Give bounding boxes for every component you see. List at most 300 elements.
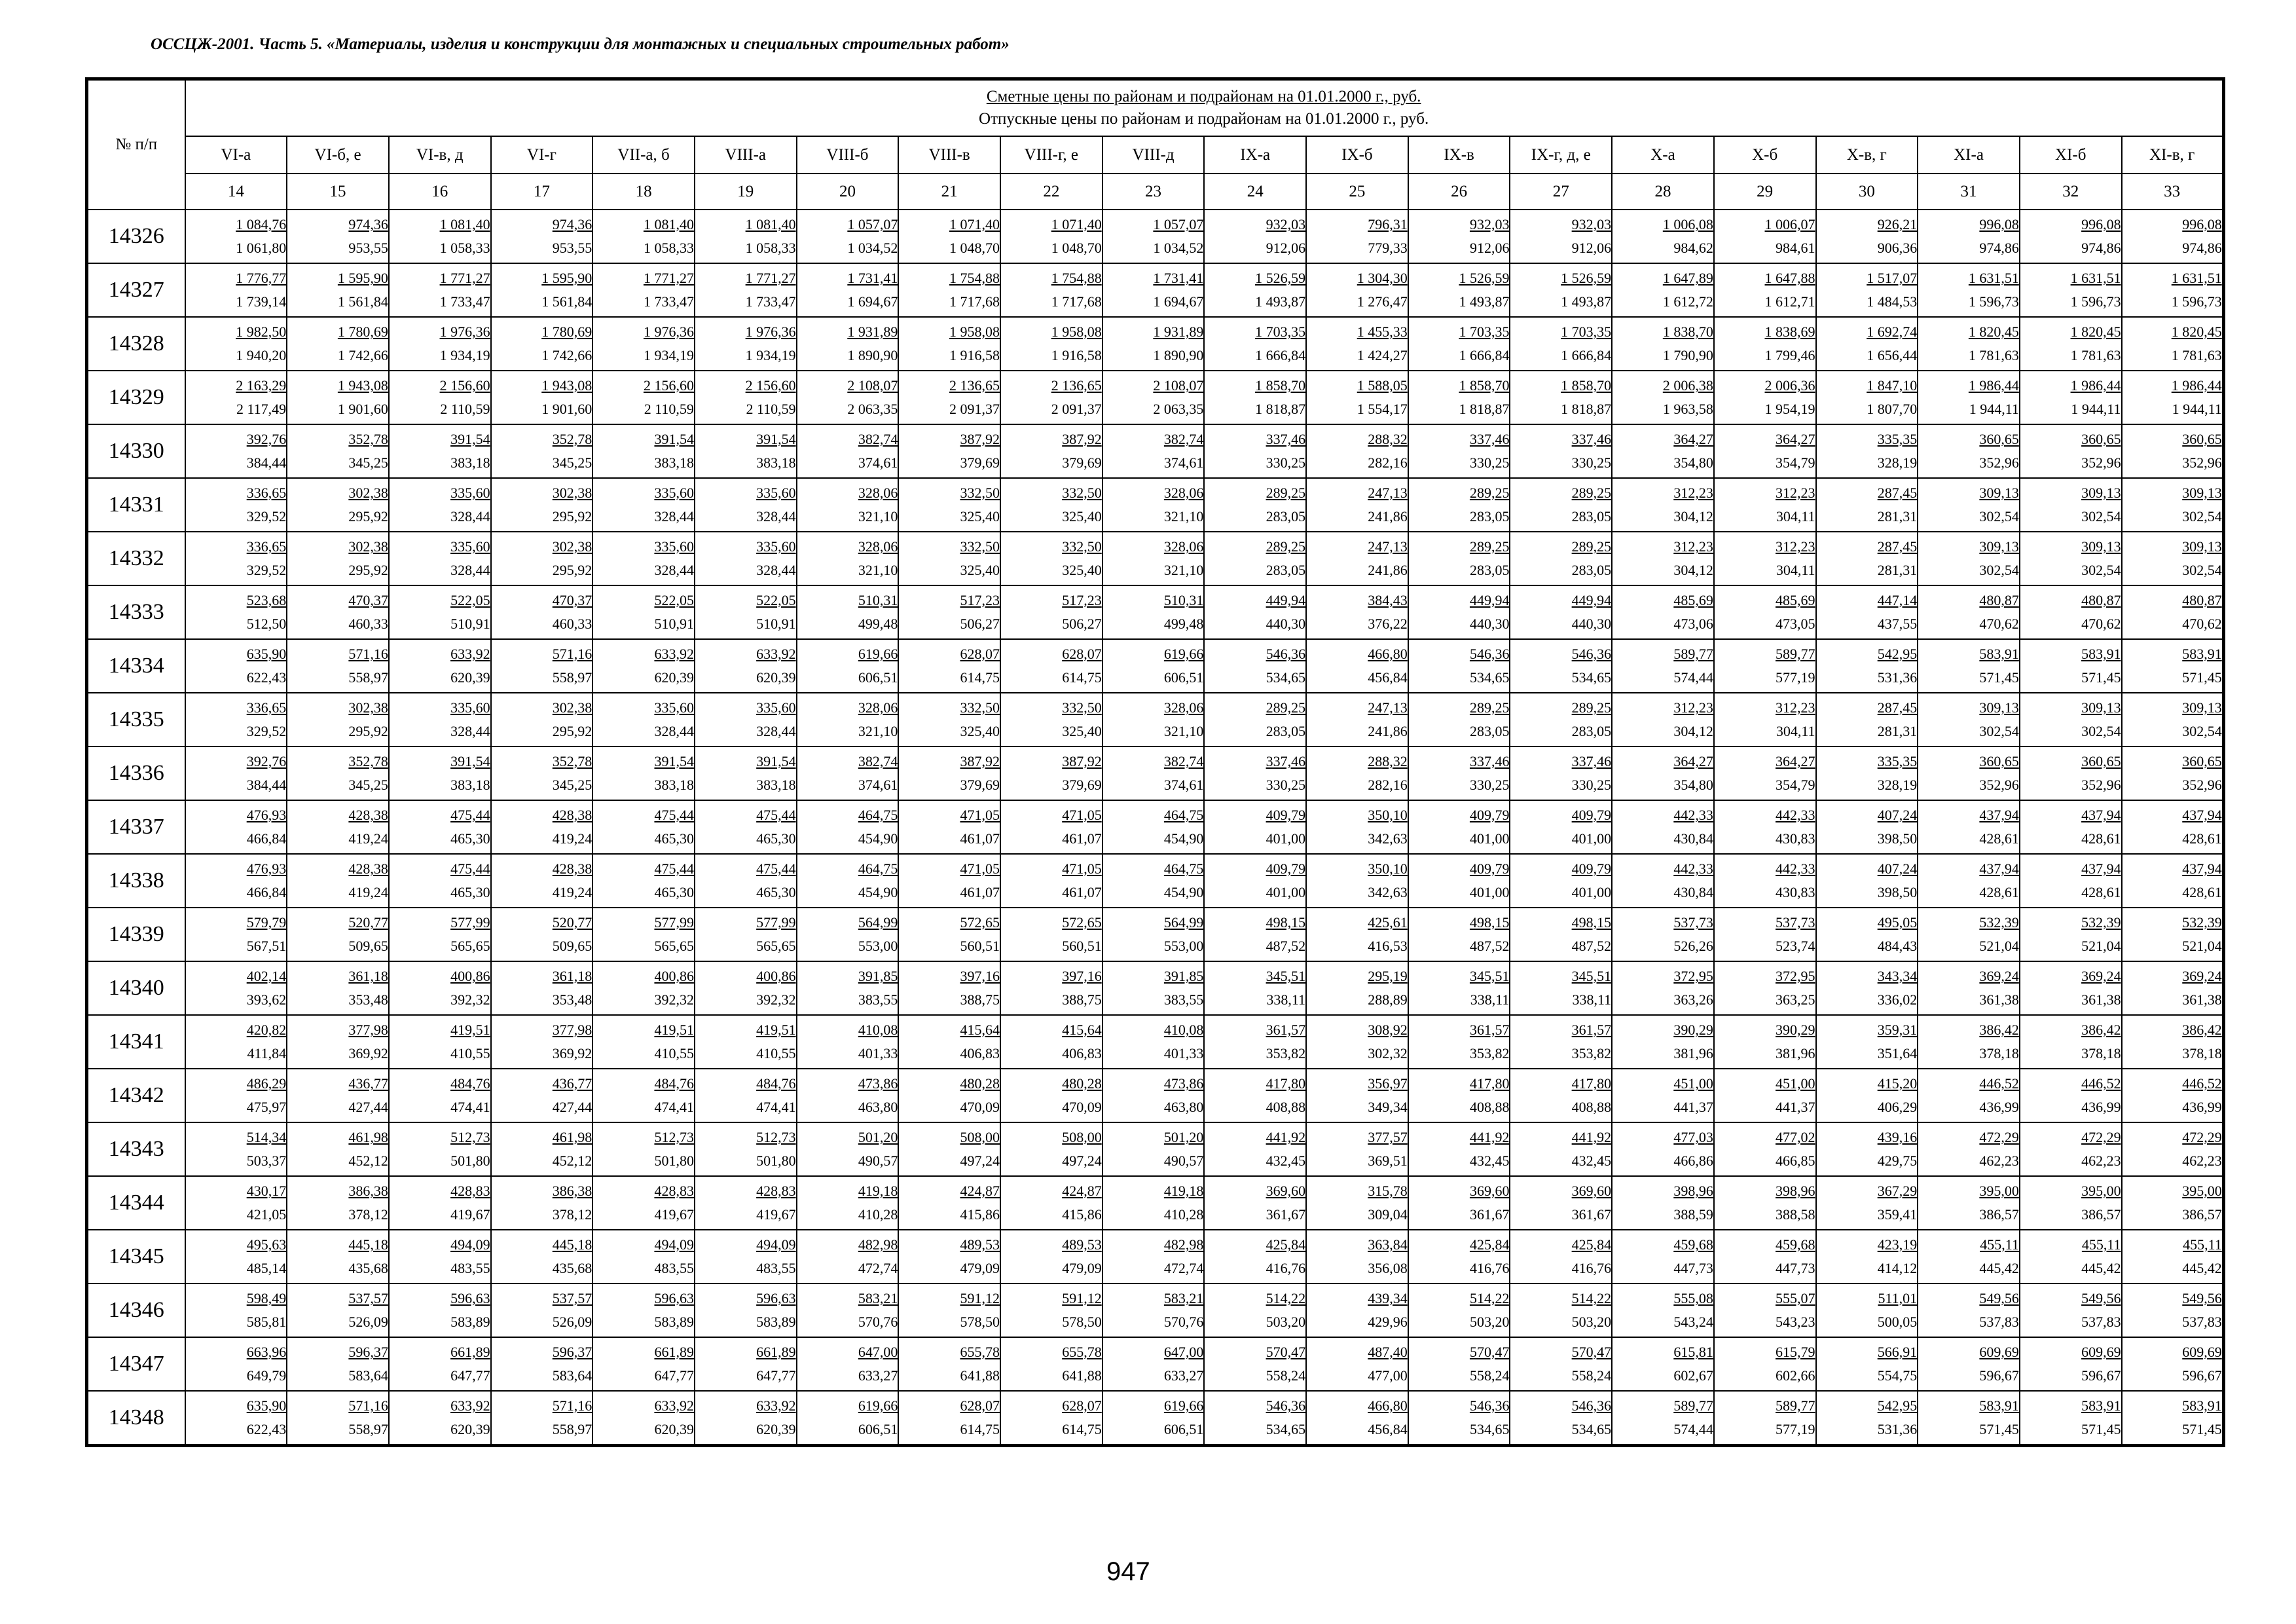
release-price: 1 934,19 bbox=[643, 347, 694, 363]
price-cell bbox=[1918, 317, 2020, 371]
estimate-price: 532,39 bbox=[2081, 914, 2121, 931]
price-cell bbox=[287, 263, 389, 317]
price-cell bbox=[797, 532, 899, 585]
release-price: 456,84 bbox=[1368, 1421, 1408, 1437]
release-price: 1 944,11 bbox=[2172, 401, 2222, 417]
estimate-price: 442,33 bbox=[1673, 860, 1713, 877]
release-price: 499,48 bbox=[858, 616, 898, 632]
release-price: 537,83 bbox=[2081, 1314, 2121, 1330]
price-cell bbox=[1816, 908, 1918, 961]
estimate-price: 596,63 bbox=[450, 1290, 490, 1306]
estimate-price: 332,50 bbox=[960, 699, 1000, 716]
release-price: 330,25 bbox=[1266, 454, 1306, 471]
price-cell bbox=[797, 1015, 899, 1069]
column-number: 20 bbox=[797, 174, 899, 210]
estimate-price: 1 931,89 bbox=[1153, 323, 1204, 340]
release-price: 483,55 bbox=[450, 1260, 490, 1276]
estimate-price: 571,16 bbox=[348, 646, 388, 662]
price-cell bbox=[797, 371, 899, 424]
price-cell bbox=[287, 961, 389, 1015]
estimate-price: 1 631,51 bbox=[2070, 270, 2121, 286]
release-price: 410,55 bbox=[450, 1045, 490, 1061]
price-cell bbox=[491, 371, 593, 424]
estimate-price: 360,65 bbox=[2182, 753, 2222, 769]
release-price: 428,61 bbox=[1979, 884, 2019, 900]
price-cell bbox=[1714, 424, 1816, 478]
release-price: 554,75 bbox=[1877, 1367, 1918, 1384]
price-cell bbox=[1612, 1122, 1714, 1176]
price-cell bbox=[695, 210, 797, 263]
item-code: 14335 bbox=[87, 693, 185, 747]
release-price: 386,57 bbox=[2081, 1206, 2121, 1223]
region-header: XI-а bbox=[1918, 136, 2020, 174]
estimate-price: 449,94 bbox=[1266, 592, 1306, 608]
price-cell bbox=[1306, 693, 1408, 747]
release-price: 1 561,84 bbox=[541, 293, 592, 310]
release-price: 2 110,59 bbox=[746, 401, 796, 417]
item-code: 14326 bbox=[87, 210, 185, 263]
price-cell bbox=[1204, 1283, 1306, 1337]
estimate-price: 386,42 bbox=[2182, 1022, 2222, 1038]
price-cell bbox=[287, 693, 389, 747]
release-price: 401,00 bbox=[1571, 830, 1612, 847]
release-price: 465,30 bbox=[654, 884, 694, 900]
price-cell bbox=[1918, 1069, 2020, 1122]
price-cell bbox=[898, 424, 1000, 478]
estimate-price: 1 057,07 bbox=[1153, 216, 1204, 232]
price-cell bbox=[1918, 800, 2020, 854]
price-cell bbox=[898, 585, 1000, 639]
release-price: 490,57 bbox=[1163, 1153, 1204, 1169]
estimate-price: 302,38 bbox=[348, 538, 388, 555]
release-price: 461,07 bbox=[960, 884, 1000, 900]
estimate-price: 372,95 bbox=[1673, 968, 1713, 984]
estimate-price: 1 526,59 bbox=[1561, 270, 1612, 286]
release-price: 361,67 bbox=[1571, 1206, 1612, 1223]
release-price: 614,75 bbox=[1062, 1421, 1102, 1437]
release-price: 1 901,60 bbox=[337, 401, 388, 417]
price-cell bbox=[1714, 1122, 1816, 1176]
estimate-price: 1 006,08 bbox=[1662, 216, 1713, 232]
estimate-price: 445,18 bbox=[552, 1236, 592, 1253]
release-price: 2 063,35 bbox=[1153, 401, 1204, 417]
release-price: 474,41 bbox=[756, 1099, 796, 1115]
release-price: 379,69 bbox=[960, 777, 1000, 793]
estimate-price: 419,51 bbox=[450, 1022, 490, 1038]
price-cell bbox=[2122, 639, 2224, 693]
price-cell bbox=[797, 424, 899, 478]
release-price: 353,48 bbox=[552, 991, 592, 1008]
price-cell bbox=[1510, 317, 1612, 371]
release-price: 329,52 bbox=[246, 723, 287, 739]
price-cell bbox=[491, 532, 593, 585]
price-cell bbox=[592, 1391, 695, 1446]
estimate-price: 501,20 bbox=[1163, 1129, 1204, 1145]
price-cell bbox=[491, 1122, 593, 1176]
release-price: 577,19 bbox=[1776, 669, 1815, 686]
estimate-price: 476,93 bbox=[246, 807, 287, 823]
price-cell bbox=[797, 1283, 899, 1337]
item-code: 14344 bbox=[87, 1176, 185, 1230]
release-price: 506,27 bbox=[1062, 616, 1102, 632]
price-cell bbox=[592, 1337, 695, 1391]
price-cell bbox=[1918, 908, 2020, 961]
release-price: 649,79 bbox=[246, 1367, 287, 1384]
release-price: 440,30 bbox=[1266, 616, 1306, 632]
release-price: 483,55 bbox=[756, 1260, 796, 1276]
estimate-price: 361,57 bbox=[1266, 1022, 1306, 1038]
release-price: 379,69 bbox=[960, 454, 1000, 471]
estimate-price: 332,50 bbox=[1062, 485, 1102, 501]
estimate-price: 1 976,36 bbox=[745, 323, 796, 340]
estimate-price: 392,76 bbox=[246, 753, 287, 769]
price-cell bbox=[1612, 1230, 1714, 1283]
estimate-price: 1 776,77 bbox=[236, 270, 287, 286]
table-row bbox=[87, 693, 2224, 747]
release-price: 414,12 bbox=[1877, 1260, 1918, 1276]
price-cell bbox=[1102, 1122, 1205, 1176]
estimate-price: 2 156,60 bbox=[745, 377, 796, 394]
price-cell bbox=[1306, 800, 1408, 854]
region-header: XI-б bbox=[2020, 136, 2122, 174]
estimate-price: 1 820,45 bbox=[2070, 323, 2121, 340]
price-cell bbox=[1816, 585, 1918, 639]
price-cell bbox=[1000, 1283, 1102, 1337]
release-price: 553,00 bbox=[858, 938, 898, 954]
price-cell bbox=[592, 317, 695, 371]
release-price: 574,44 bbox=[1673, 1421, 1713, 1437]
price-cell bbox=[1306, 747, 1408, 800]
release-price: 304,12 bbox=[1673, 723, 1713, 739]
price-cell bbox=[1204, 478, 1306, 532]
price-cell bbox=[389, 908, 491, 961]
release-price: 295,92 bbox=[348, 723, 388, 739]
estimate-price: 309,13 bbox=[2182, 699, 2222, 716]
price-cell bbox=[695, 424, 797, 478]
release-price: 351,64 bbox=[1877, 1045, 1918, 1061]
column-number: 23 bbox=[1102, 174, 1205, 210]
price-cell bbox=[185, 908, 287, 961]
release-price: 622,43 bbox=[246, 1421, 287, 1437]
price-cell bbox=[797, 1391, 899, 1446]
release-price: 543,24 bbox=[1673, 1314, 1713, 1330]
estimate-price: 364,27 bbox=[1673, 431, 1713, 447]
release-price: 302,32 bbox=[1368, 1045, 1408, 1061]
price-cell bbox=[287, 532, 389, 585]
release-price: 328,44 bbox=[756, 508, 796, 525]
price-cell bbox=[1306, 1283, 1408, 1337]
price-cell bbox=[491, 1015, 593, 1069]
estimate-price: 1 838,70 bbox=[1662, 323, 1713, 340]
price-cell bbox=[2020, 1391, 2122, 1446]
release-price: 428,61 bbox=[2182, 884, 2222, 900]
price-cell bbox=[2020, 1230, 2122, 1283]
estimate-price: 386,42 bbox=[2081, 1022, 2121, 1038]
price-cell bbox=[2020, 693, 2122, 747]
estimate-price: 309,13 bbox=[1979, 699, 2019, 716]
price-cell bbox=[797, 585, 899, 639]
price-cell bbox=[2122, 532, 2224, 585]
price-cell bbox=[2020, 532, 2122, 585]
estimate-price: 442,33 bbox=[1776, 860, 1815, 877]
price-cell bbox=[695, 961, 797, 1015]
release-price: 440,30 bbox=[1469, 616, 1510, 632]
release-price: 567,51 bbox=[246, 938, 287, 954]
price-cell bbox=[1918, 1176, 2020, 1230]
release-price: 435,68 bbox=[552, 1260, 592, 1276]
estimate-price: 288,32 bbox=[1368, 431, 1408, 447]
release-price: 353,82 bbox=[1266, 1045, 1306, 1061]
release-price: 325,40 bbox=[1062, 723, 1102, 739]
estimate-price: 609,69 bbox=[2182, 1344, 2222, 1360]
price-cell bbox=[1000, 747, 1102, 800]
estimate-price: 1 081,40 bbox=[643, 216, 694, 232]
estimate-price: 369,60 bbox=[1266, 1183, 1306, 1199]
release-price: 1 818,87 bbox=[1255, 401, 1306, 417]
estimate-price: 471,05 bbox=[960, 860, 1000, 877]
release-price: 487,52 bbox=[1469, 938, 1510, 954]
price-cell bbox=[1714, 532, 1816, 585]
release-price: 330,25 bbox=[1469, 777, 1510, 793]
price-cell bbox=[592, 800, 695, 854]
item-code: 14332 bbox=[87, 532, 185, 585]
price-cell bbox=[1918, 1122, 2020, 1176]
estimate-price: 464,75 bbox=[1163, 807, 1204, 823]
release-price: 352,96 bbox=[1979, 454, 2019, 471]
column-number: 32 bbox=[2020, 174, 2122, 210]
price-cell bbox=[2122, 210, 2224, 263]
price-cell bbox=[491, 961, 593, 1015]
price-cell bbox=[797, 1230, 899, 1283]
release-price: 432,45 bbox=[1469, 1153, 1510, 1169]
price-cell bbox=[592, 532, 695, 585]
release-price: 497,24 bbox=[1062, 1153, 1102, 1169]
estimate-price: 472,29 bbox=[2182, 1129, 2222, 1145]
price-cell bbox=[797, 1176, 899, 1230]
price-cell bbox=[2122, 961, 2224, 1015]
release-price: 329,52 bbox=[246, 562, 287, 578]
estimate-price: 335,60 bbox=[756, 538, 796, 555]
estimate-price: 1 703,35 bbox=[1561, 323, 1612, 340]
estimate-price: 459,68 bbox=[1673, 1236, 1713, 1253]
release-price: 470,09 bbox=[960, 1099, 1000, 1115]
release-price: 571,45 bbox=[2081, 1421, 2121, 1437]
estimate-price: 619,66 bbox=[858, 1397, 898, 1414]
price-cell bbox=[491, 263, 593, 317]
release-price: 302,54 bbox=[2182, 508, 2222, 525]
estimate-price: 312,23 bbox=[1673, 538, 1713, 555]
estimate-price: 494,09 bbox=[450, 1236, 490, 1253]
release-price: 1 733,47 bbox=[643, 293, 694, 310]
release-price: 1 554,17 bbox=[1357, 401, 1408, 417]
price-cell bbox=[1408, 371, 1510, 424]
estimate-price: 932,03 bbox=[1469, 216, 1510, 232]
release-price: 620,39 bbox=[654, 1421, 694, 1437]
release-price: 558,24 bbox=[1571, 1367, 1612, 1384]
release-price: 912,06 bbox=[1266, 240, 1306, 256]
price-cell bbox=[797, 747, 899, 800]
price-cell bbox=[389, 585, 491, 639]
estimate-price: 361,18 bbox=[552, 968, 592, 984]
estimate-price: 537,57 bbox=[348, 1290, 388, 1306]
price-cell bbox=[1714, 317, 1816, 371]
estimate-price: 475,44 bbox=[756, 860, 796, 877]
estimate-price: 289,25 bbox=[1469, 485, 1510, 501]
estimate-price: 1 647,89 bbox=[1662, 270, 1713, 286]
release-price: 1 484,53 bbox=[1867, 293, 1918, 310]
estimate-price: 308,92 bbox=[1368, 1022, 1408, 1038]
price-cell bbox=[1816, 1015, 1918, 1069]
price-cell bbox=[898, 532, 1000, 585]
estimate-price: 309,13 bbox=[2081, 699, 2121, 716]
estimate-price: 419,18 bbox=[858, 1183, 898, 1199]
estimate-price: 449,94 bbox=[1571, 592, 1612, 608]
release-price: 388,58 bbox=[1776, 1206, 1815, 1223]
price-cell bbox=[287, 317, 389, 371]
price-cell bbox=[1204, 854, 1306, 908]
price-cell bbox=[1714, 961, 1816, 1015]
price-cell bbox=[389, 747, 491, 800]
price-cell bbox=[1000, 1122, 1102, 1176]
release-price: 1 058,33 bbox=[439, 240, 490, 256]
estimate-price: 589,77 bbox=[1776, 646, 1815, 662]
release-price: 437,55 bbox=[1877, 616, 1918, 632]
price-cell bbox=[287, 1391, 389, 1446]
release-price: 463,80 bbox=[1163, 1099, 1204, 1115]
price-cell bbox=[185, 693, 287, 747]
estimate-price: 1 731,41 bbox=[1153, 270, 1204, 286]
estimate-price: 425,84 bbox=[1469, 1236, 1510, 1253]
price-cell bbox=[695, 1337, 797, 1391]
estimate-price: 417,80 bbox=[1571, 1075, 1612, 1092]
estimate-price: 337,46 bbox=[1266, 753, 1306, 769]
price-cell bbox=[1816, 747, 1918, 800]
estimate-price: 1 847,10 bbox=[1867, 377, 1918, 394]
release-price: 497,24 bbox=[960, 1153, 1000, 1169]
release-price: 408,88 bbox=[1571, 1099, 1612, 1115]
price-cell bbox=[1510, 478, 1612, 532]
price-cell bbox=[185, 854, 287, 908]
price-cell bbox=[1510, 532, 1612, 585]
price-cell bbox=[2122, 800, 2224, 854]
price-cell bbox=[1204, 1337, 1306, 1391]
release-price: 1 916,58 bbox=[1051, 347, 1102, 363]
price-cell bbox=[2020, 908, 2122, 961]
estimate-price: 2 136,65 bbox=[949, 377, 1000, 394]
price-cell bbox=[2020, 1015, 2122, 1069]
release-price: 452,12 bbox=[348, 1153, 388, 1169]
estimate-price: 369,24 bbox=[1979, 968, 2019, 984]
estimate-price: 475,44 bbox=[654, 807, 694, 823]
estimate-price: 583,21 bbox=[1163, 1290, 1204, 1306]
price-cell bbox=[1714, 800, 1816, 854]
release-price: 1 493,87 bbox=[1459, 293, 1510, 310]
price-cell bbox=[695, 317, 797, 371]
estimate-price: 512,73 bbox=[756, 1129, 796, 1145]
estimate-price: 570,47 bbox=[1266, 1344, 1306, 1360]
release-price: 328,44 bbox=[654, 562, 694, 578]
estimate-price: 475,44 bbox=[756, 807, 796, 823]
estimate-price: 409,79 bbox=[1469, 807, 1510, 823]
estimate-price: 437,94 bbox=[2081, 807, 2121, 823]
estimate-price: 486,29 bbox=[246, 1075, 287, 1092]
estimate-price: 549,56 bbox=[2182, 1290, 2222, 1306]
release-price: 461,07 bbox=[960, 830, 1000, 847]
estimate-price: 439,34 bbox=[1368, 1290, 1408, 1306]
price-cell bbox=[797, 1337, 899, 1391]
release-price: 553,00 bbox=[1163, 938, 1204, 954]
release-price: 328,44 bbox=[450, 562, 490, 578]
estimate-price: 480,28 bbox=[960, 1075, 1000, 1092]
release-price: 1 058,33 bbox=[643, 240, 694, 256]
estimate-price: 564,99 bbox=[1163, 914, 1204, 931]
release-price: 912,06 bbox=[1469, 240, 1510, 256]
release-price: 430,83 bbox=[1776, 884, 1815, 900]
release-price: 416,53 bbox=[1368, 938, 1408, 954]
price-cell bbox=[1408, 1122, 1510, 1176]
price-cell bbox=[1816, 800, 1918, 854]
estimate-price: 542,95 bbox=[1877, 646, 1918, 662]
release-price: 352,96 bbox=[2182, 454, 2222, 471]
price-cell bbox=[695, 800, 797, 854]
price-cell bbox=[1000, 1337, 1102, 1391]
price-cell bbox=[592, 693, 695, 747]
release-price: 353,48 bbox=[348, 991, 388, 1008]
price-cell bbox=[2020, 1176, 2122, 1230]
estimate-price: 398,96 bbox=[1673, 1183, 1713, 1199]
release-price: 906,36 bbox=[1877, 240, 1918, 256]
estimate-price: 661,89 bbox=[654, 1344, 694, 1360]
price-cell bbox=[491, 585, 593, 639]
price-cell bbox=[1408, 639, 1510, 693]
release-price: 1 818,87 bbox=[1561, 401, 1612, 417]
release-price: 241,86 bbox=[1368, 562, 1408, 578]
estimate-price: 475,44 bbox=[450, 860, 490, 877]
estimate-price: 369,60 bbox=[1469, 1183, 1510, 1199]
estimate-price: 583,91 bbox=[2081, 1397, 2121, 1414]
release-price: 354,80 bbox=[1673, 454, 1713, 471]
estimate-price: 583,91 bbox=[2182, 1397, 2222, 1414]
price-cell bbox=[1612, 210, 1714, 263]
price-cell bbox=[1918, 371, 2020, 424]
release-price: 583,89 bbox=[450, 1314, 490, 1330]
release-price: 302,54 bbox=[2081, 723, 2121, 739]
estimate-price: 302,38 bbox=[552, 485, 592, 501]
price-cell bbox=[185, 210, 287, 263]
estimate-price: 364,27 bbox=[1673, 753, 1713, 769]
price-cell bbox=[1510, 1230, 1612, 1283]
price-cell bbox=[1510, 961, 1612, 1015]
release-price: 352,96 bbox=[1979, 777, 2019, 793]
release-price: 521,04 bbox=[2182, 938, 2222, 954]
release-price: 461,07 bbox=[1062, 884, 1102, 900]
price-cell bbox=[389, 532, 491, 585]
column-number: 26 bbox=[1408, 174, 1510, 210]
release-price: 1 058,33 bbox=[745, 240, 796, 256]
price-cell bbox=[1918, 854, 2020, 908]
price-cell bbox=[1204, 263, 1306, 317]
table-body bbox=[87, 210, 2224, 1446]
estimate-price: 615,81 bbox=[1673, 1344, 1713, 1360]
release-price: 419,24 bbox=[348, 830, 388, 847]
price-cell bbox=[1408, 908, 1510, 961]
estimate-price: 367,29 bbox=[1877, 1183, 1918, 1199]
price-cell bbox=[1102, 585, 1205, 639]
estimate-price: 337,46 bbox=[1469, 753, 1510, 769]
release-price: 460,33 bbox=[552, 616, 592, 632]
estimate-price: 387,92 bbox=[960, 753, 1000, 769]
release-price: 302,54 bbox=[2182, 562, 2222, 578]
